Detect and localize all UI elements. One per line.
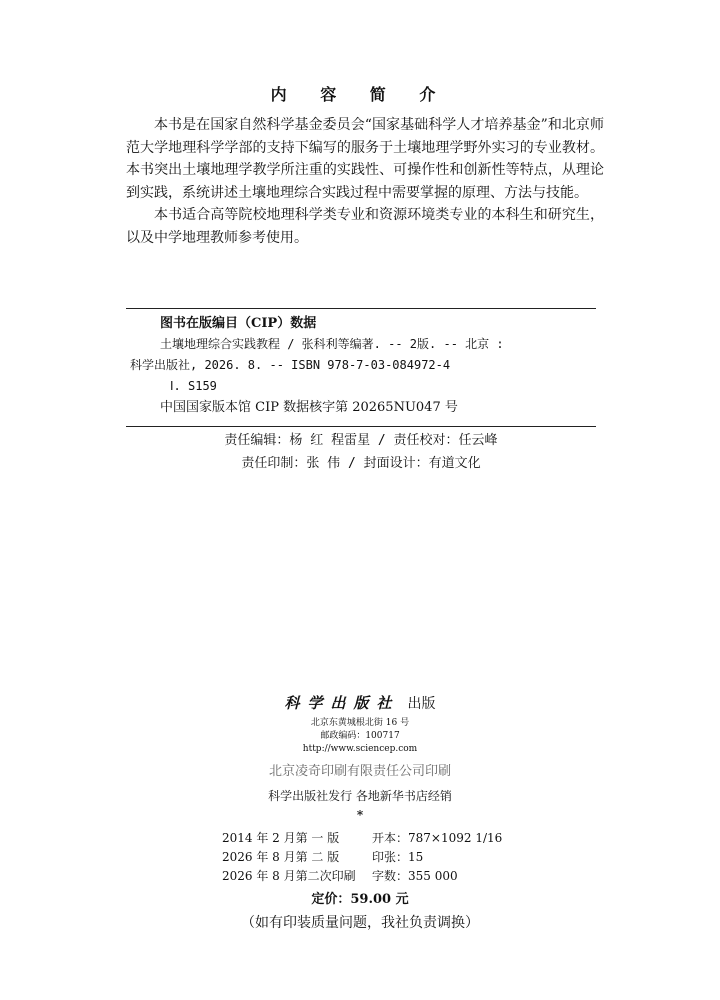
publisher-website: http://www.sciencep.com [302,744,418,754]
printer: 北京凌奇印刷有限责任公司印刷 [268,764,451,779]
price: 定价：59.00 元 [311,892,409,907]
edition-row [222,867,502,886]
credits-production: 责任印制：张 伟 / 封面设计：有道文化 [241,456,481,471]
cip-line: 土壤地理综合实践教程 / 张科利等编著. -- 2版. -- 北京 : [160,337,504,351]
edition-date: 2014 年 2 月第 一 版 [222,831,340,845]
cip-bottom-rule [126,426,596,427]
distribution: 科学出版社发行 各地新华书店经销 [268,789,452,803]
cip-block [130,313,600,418]
intro-title: 内 容 简 介 [270,85,450,104]
edition-date: 2026 年 8 月第 二 版 [222,850,340,864]
edition-info: 字数：355 000 [372,869,458,883]
publisher-address: 北京东黄城根北街 16 号 [310,718,410,728]
publisher-brand: 科学出版社 [284,694,400,712]
edition-info: 印张：15 [372,850,424,864]
publisher-suffix: 出版 [407,696,436,712]
cip-record: 中国国家版本馆 CIP 数据核字第 20265NU047 号 [160,400,458,415]
edition-row [222,848,502,867]
credits-block [126,429,596,475]
quality-note: （如有印装质量问题，我社负责调换） [241,915,479,931]
edition-info: 开本：787×1092 1/16 [372,831,503,845]
publisher-name [0,692,720,756]
credits-editors: 责任编辑：杨 红 程雷星 / 责任校对：任云峰 [224,433,498,448]
edition-date: 2026 年 8 月第二次印刷 [222,869,356,883]
intro-paragraph: 本书是在国家自然科学基金委员会“国家基础科学人才培养基金”和北京师范大学地理科学学部的支持下编写的服务于土壤地理学野外实习的专业教材。本书突出土壤地理学教学所注重的实践性、可操作性和创新性等特点，从理论到实践，系统讲述土壤地理综合实践过程中需要掌握的原理、方法与技能。 [126,117,604,201]
cip-heading: 图书在版编目（CIP）数据 [160,316,317,331]
separator-star: * [356,808,364,822]
cip-classification: Ⅰ. S159 [170,379,217,393]
intro-body [126,114,604,249]
cip-top-rule [126,308,596,309]
intro-paragraph: 本书适合高等院校地理科学类专业和资源环境类专业的本科生和研究生，以及中学地理教师参考使用。 [126,207,604,246]
cip-line: 科学出版社, 2026. 8. -- ISBN 978-7-03-084972-4 [130,358,451,372]
publisher-postcode: 邮政编码：100717 [320,731,400,741]
edition-table [222,829,502,886]
edition-row [222,829,502,848]
